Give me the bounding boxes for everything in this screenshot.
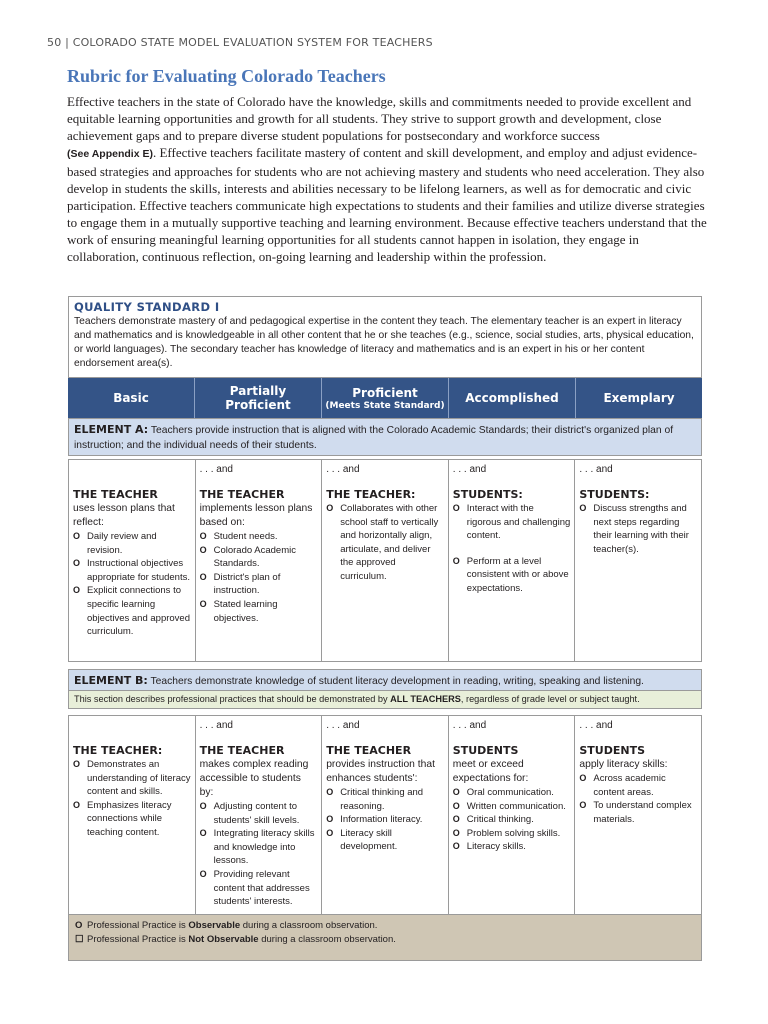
legend-observable-pre: Professional Practice is — [87, 920, 189, 931]
list-item: O Daily review and revision. — [73, 530, 191, 557]
list-item: O Information literacy. — [326, 813, 444, 827]
element-a-accomplished-cell — [449, 460, 576, 661]
element-b-partially-lead: makes complex reading accessible to students by: — [199, 759, 309, 798]
and-connector: . . . and — [452, 464, 487, 475]
element-b-basic-subject: THE TEACHER: — [73, 744, 163, 757]
element-a-basic-cell — [69, 460, 196, 661]
all-teachers-bold: ALL TEACHERS — [390, 694, 461, 704]
all-teachers-post: , regardless of grade level or subject taught. — [460, 694, 640, 704]
and-connector: . . . and — [326, 464, 360, 475]
list-item: O Adjusting content to students' skill levels. — [200, 800, 318, 827]
level-proficient-sublabel: (Meets State Standard) — [325, 400, 445, 411]
list-item: O Literacy skill development. — [326, 827, 444, 854]
element-a-partially-cell — [196, 460, 323, 661]
level-accomplished-label: Accomplished — [465, 391, 559, 405]
quality-standard-box — [68, 296, 702, 378]
list-item: O Student needs. — [200, 530, 318, 544]
list-item: O Explicit connections to specific learning objectives and approved curriculum. — [73, 584, 191, 638]
and-connector: . . . and — [452, 720, 487, 731]
list-item: O Stated learning objectives. — [200, 598, 318, 625]
element-b-exemplary-lead: apply literacy skills: — [579, 759, 668, 770]
element-a-basic-lead: uses lesson plans that reflect: — [73, 503, 175, 528]
list-item: O Across academic content areas. — [579, 772, 697, 799]
intro-paragraph — [67, 93, 707, 265]
element-a-exemplary-cell — [575, 460, 701, 661]
list-item: O Perform at a level consistent with or above expectations. — [453, 555, 571, 596]
all-teachers-pre: This section describes professional practices that should be demonstrated by — [74, 694, 391, 704]
list-item: O To understand complex materials. — [579, 799, 697, 826]
list-item: O Written communication. — [453, 800, 571, 814]
element-b-accomplished-subject: STUDENTS — [452, 744, 519, 757]
quality-standard-text: Teachers demonstrate mastery of and pedagogical expertise in the content they teach. The elementary teacher is an expert in literacy and mathematics and is knowledgeable in all other content that he or she teaches (e.g., science, social studies, arts, physical education, or world languages). The secondary teacher has knowledge of literacy and mathematics and is an expert in his or her content endorsement area(s). — [74, 316, 694, 369]
element-a-proficient-cell — [322, 460, 449, 661]
and-connector: . . . and — [579, 464, 613, 475]
square-icon: ☐ — [75, 934, 84, 945]
element-b-accomplished-cell — [449, 716, 576, 915]
element-b-exemplary-cell — [575, 716, 701, 915]
element-a-grid — [68, 459, 702, 662]
legend-not-observable — [75, 933, 695, 947]
level-partially-proficient — [195, 378, 322, 418]
list-item: O Collaborates with other school staff to vertically and horizontally align, articulate, and deliver the approved curriculum. — [326, 502, 444, 584]
legend-observable-bold: Observable — [188, 920, 241, 931]
list-item: O Integrating literacy skills and knowledge into lessons. — [200, 827, 318, 868]
list-item: O District's plan of instruction. — [200, 571, 318, 598]
element-a-label: ELEMENT A: — [74, 423, 149, 436]
page-header: 50 | COLORADO STATE MODEL EVALUATION SYSTEM FOR TEACHERS — [47, 36, 433, 49]
element-a-partially-lead: implements lesson plans based on: — [199, 503, 313, 528]
legend-observable — [75, 919, 695, 933]
element-a-partially-subject: THE TEACHER — [199, 488, 285, 501]
list-item: O Critical thinking and reasoning. — [326, 786, 444, 813]
and-connector: . . . and — [326, 720, 360, 731]
element-b-proficient-cell — [322, 716, 449, 915]
level-proficient — [322, 378, 449, 418]
level-exemplary — [576, 378, 702, 418]
and-connector: . . . and — [199, 720, 233, 731]
element-a-exemplary-subject: STUDENTS: — [579, 488, 650, 501]
level-basic-label: Basic — [113, 391, 149, 405]
rating-levels-header — [68, 378, 702, 418]
element-b-partially-cell — [196, 716, 323, 915]
element-b-proficient-subject: THE TEACHER — [326, 744, 412, 757]
element-b-text: Teachers demonstrate knowledge of student literacy development in reading, writing, speaking and listening. — [150, 676, 644, 687]
list-item: O Providing relevant content that addresses students' interests. — [200, 868, 318, 909]
element-a-text: Teachers provide instruction that is aligned with the Colorado Academic Standards; their district's organized plan of instruction; and the individual needs of their students. — [74, 425, 674, 451]
and-connector: . . . and — [579, 720, 613, 731]
list-item: O Discuss strengths and next steps regarding their learning with their teacher(s). — [579, 502, 697, 556]
list-item: O Emphasizes literacy connections while teaching content. — [73, 799, 191, 840]
element-b-partially-subject: THE TEACHER — [199, 744, 285, 757]
intro-part2: . Effective teachers facilitate mastery of content and skill development, and employ and adjust evidence-based strategies and approaches for students who are not achieving mastery and students who need acceleration. They also develop in students the skills, interests and abilities necessary to be lifelong learners, as well as for democratic and civic participation. Effective teachers communicate high expectations to students and their families and utilize diverse strategies to engage them in a mutually supportive teaching and learning environment. Because effective teachers understand that the work of ensuring meaningful learning opportunities for all students cannot happen in isolation, they engage in collaboration, continuous reflection, on-going learning and leadership within the profession. — [67, 145, 707, 264]
element-a-header — [68, 418, 702, 456]
list-item: O Critical thinking. — [453, 813, 571, 827]
page-title: Rubric for Evaluating Colorado Teachers — [67, 66, 386, 86]
observability-legend — [68, 914, 702, 961]
element-b-grid — [68, 715, 702, 915]
quality-standard-title: QUALITY STANDARD I — [74, 300, 220, 314]
legend-not-pre: Professional Practice is — [87, 934, 189, 945]
list-item: O Instructional objectives appropriate for students. — [73, 557, 191, 584]
element-b-proficient-lead: provides instruction that enhances students': — [326, 759, 435, 784]
legend-not-post: during a classroom observation. — [258, 934, 396, 945]
level-accomplished — [449, 378, 576, 418]
element-a-accomplished-subject: STUDENTS: — [452, 488, 523, 501]
level-basic — [68, 378, 195, 418]
element-b-basic-cell — [69, 716, 196, 915]
level-exemplary-label: Exemplary — [603, 391, 675, 405]
level-partially-label: Partially Proficient — [225, 384, 291, 412]
intro-part1: Effective teachers in the state of Colorado have the knowledge, skills and commitments needed to provide excellent and equitable learning opportunities and growth for all students. They strive to support growth and development, close achievement gaps and to prepare diverse student populations for postsecondary and workforce success — [67, 94, 692, 143]
list-item: O Oral communication. — [453, 786, 571, 800]
list-item: O Demonstrates an understanding of literacy content and skills. — [73, 758, 191, 799]
element-b-header — [68, 669, 702, 691]
element-a-basic-subject: THE TEACHER — [73, 488, 158, 501]
list-item: O Colorado Academic Standards. — [200, 544, 318, 571]
list-item: O Problem solving skills. — [453, 827, 571, 841]
appendix-reference: (See Appendix E) — [67, 148, 153, 160]
level-proficient-label: Proficient — [352, 385, 418, 400]
list-item: O Literacy skills. — [453, 840, 571, 854]
element-b-label: ELEMENT B: — [74, 674, 148, 687]
circle-icon: O — [75, 920, 83, 931]
element-a-proficient-subject: THE TEACHER: — [326, 488, 416, 501]
element-b-accomplished-lead: meet or exceed expectations for: — [452, 759, 529, 784]
all-teachers-note — [68, 691, 702, 709]
list-item: O Interact with the rigorous and challenging content. — [453, 502, 571, 543]
element-b-exemplary-subject: STUDENTS — [579, 744, 646, 757]
legend-not-bold: Not Observable — [188, 934, 259, 945]
and-connector: . . . and — [199, 464, 233, 475]
legend-observable-post: during a classroom observation. — [240, 920, 378, 931]
